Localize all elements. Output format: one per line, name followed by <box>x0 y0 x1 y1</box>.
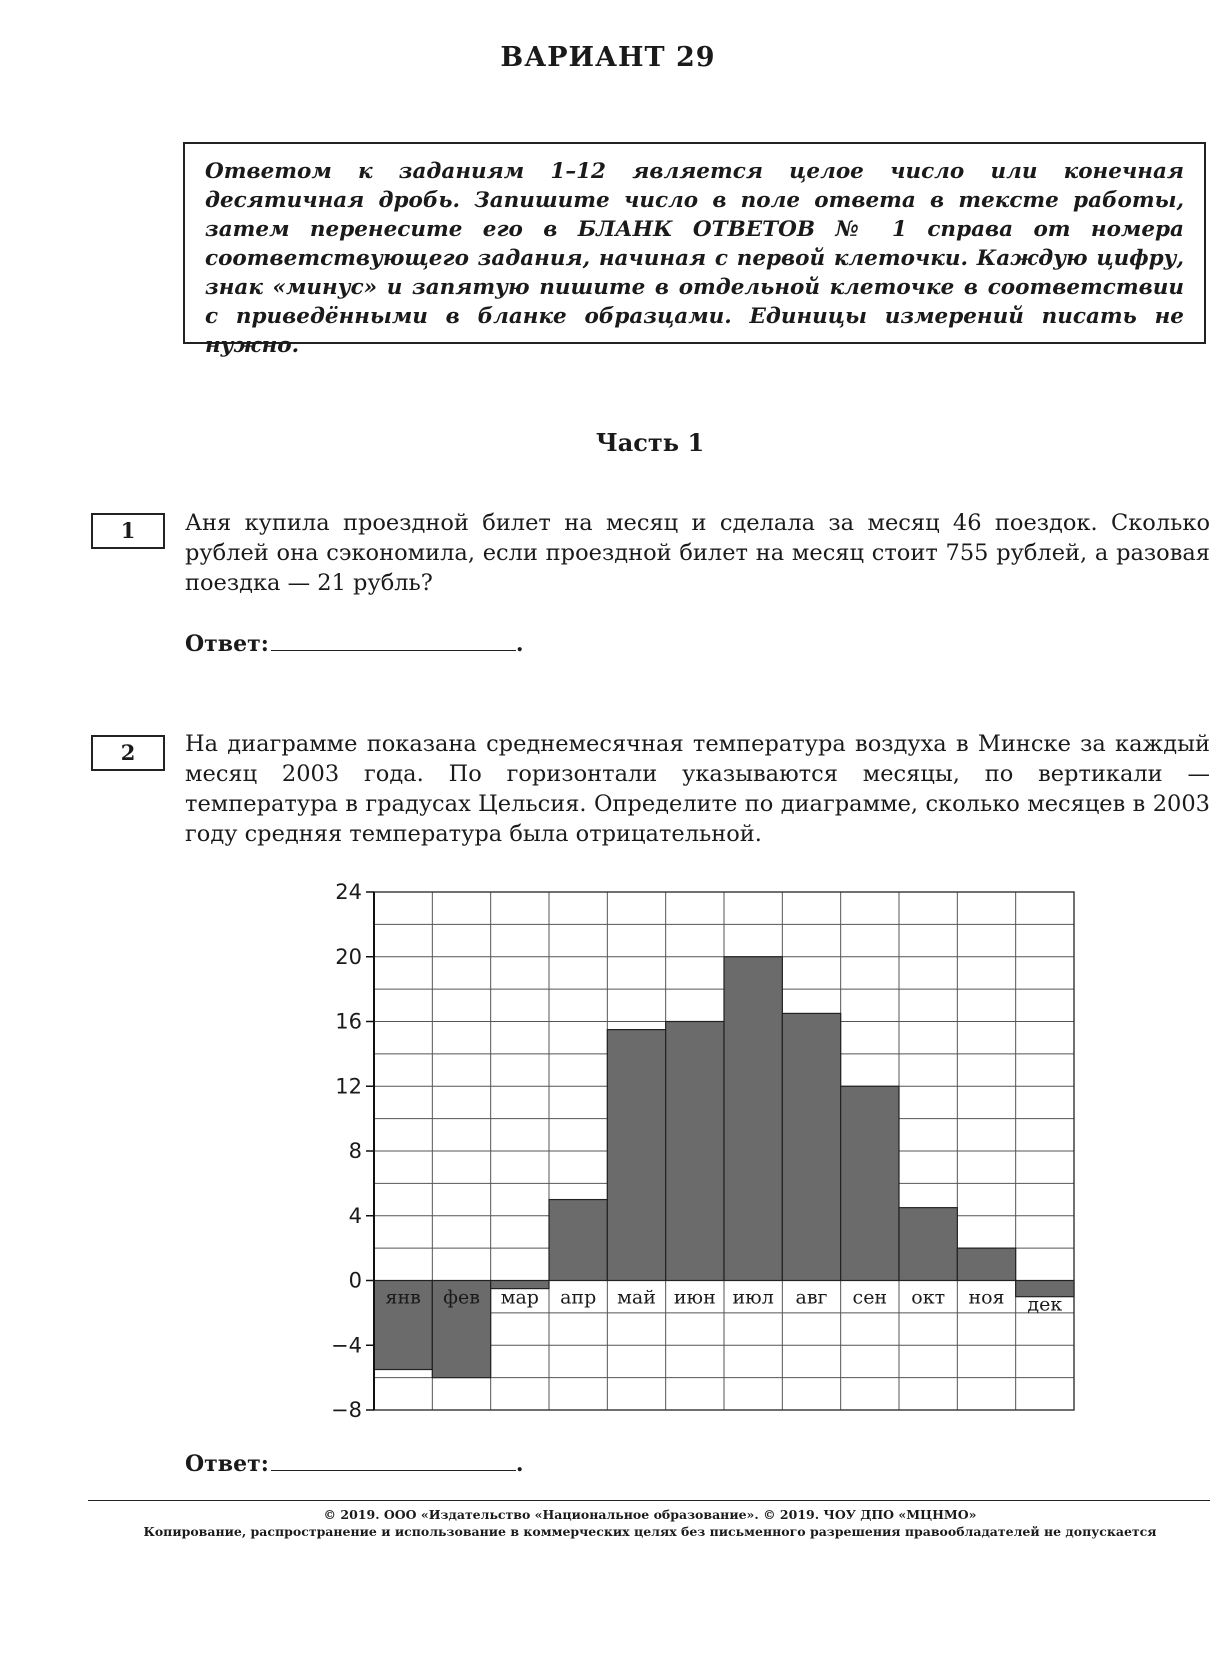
y-tick-label: 16 <box>335 1009 362 1034</box>
y-tick-label: 0 <box>348 1268 362 1293</box>
bar-апр <box>549 1200 607 1281</box>
month-label-фев: фев <box>443 1286 480 1309</box>
task-1-answer-label: Ответ: <box>185 631 269 657</box>
bar-окт <box>899 1208 957 1281</box>
part-title: Часть 1 <box>595 428 705 457</box>
instructions-text: Ответом к заданиям 1–12 является целое число или конечная десятичная дробь. Запишите число в поле ответа в тексте работы, затем перенесите его в БЛАНК ОТВЕТОВ № 1 справа от номера соответствующего задания, начиная с первой клеточки. Каждую цифру, знак «минус» и запятую пишите в отдельной клеточке в соответствии с приведёнными в бланке образцами. Единицы измерений писать не нужно. <box>205 159 1184 358</box>
task-2-answer-field[interactable] <box>271 1448 516 1471</box>
bar-ноя <box>957 1248 1015 1280</box>
bar-июл <box>724 957 782 1281</box>
task-2-text: На диаграмме показана среднемесячная температура воздуха в Минске за каждый месяц 2003 года. По горизонтали указываются месяцы, по вертикали — температура в градусах Цельсия. Определите по диаграмме, сколько месяцев в 2003 году средняя температура была отрицательной. <box>185 731 1210 847</box>
bar-авг <box>782 1013 840 1280</box>
task-1-text: Аня купила проездной билет на месяц и сделала за месяц 46 поездок. Сколько рублей она сэкономила, если проездной билет на месяц стоит 755 рублей, а разовая поездка — 21 рубль? <box>185 510 1210 596</box>
month-label-авг: авг <box>795 1286 828 1309</box>
y-tick-label: 8 <box>348 1139 362 1163</box>
month-label-мар: мар <box>500 1286 539 1309</box>
bar-май <box>607 1030 665 1281</box>
month-label-май: май <box>617 1286 656 1309</box>
month-label-янв: янв <box>385 1286 421 1309</box>
footer-rule <box>88 1500 1210 1501</box>
task-2-answer-period: . <box>515 1451 524 1477</box>
month-label-июн: июн <box>673 1286 716 1309</box>
task-2-answer <box>185 1448 524 1477</box>
variant-title: ВАРИАНТ 29 <box>500 42 716 73</box>
footer-rights: Копирование, распространение и использование в коммерческих целях без письменного разрешения правообладателей не допускается <box>143 1524 1157 1539</box>
y-tick-label: 20 <box>335 944 362 969</box>
y-tick-label: −4 <box>331 1333 362 1358</box>
y-tick-label: 4 <box>348 1203 362 1228</box>
month-label-апр: апр <box>560 1286 597 1309</box>
month-label-дек: дек <box>1027 1293 1063 1316</box>
task-1-number-box: 1 <box>91 513 165 549</box>
task-1-answer-period: . <box>515 631 524 657</box>
y-tick-label: 12 <box>335 1074 362 1099</box>
month-label-окт: окт <box>911 1286 946 1309</box>
y-tick-label: 24 <box>335 880 362 904</box>
task-2-answer-label: Ответ: <box>185 1451 269 1477</box>
bar-июн <box>666 1022 724 1281</box>
footer-copyright: © 2019. ООО «Издательство «Национальное образование». © 2019. ЧОУ ДПО «МЦНМО» <box>323 1507 977 1522</box>
y-tick-label: −8 <box>331 1398 362 1422</box>
month-label-ноя: ноя <box>968 1286 1005 1309</box>
task-2-number-box: 2 <box>91 735 165 771</box>
month-label-сен: сен <box>852 1286 888 1309</box>
bar-сен <box>841 1086 899 1280</box>
month-label-июл: июл <box>732 1286 774 1309</box>
